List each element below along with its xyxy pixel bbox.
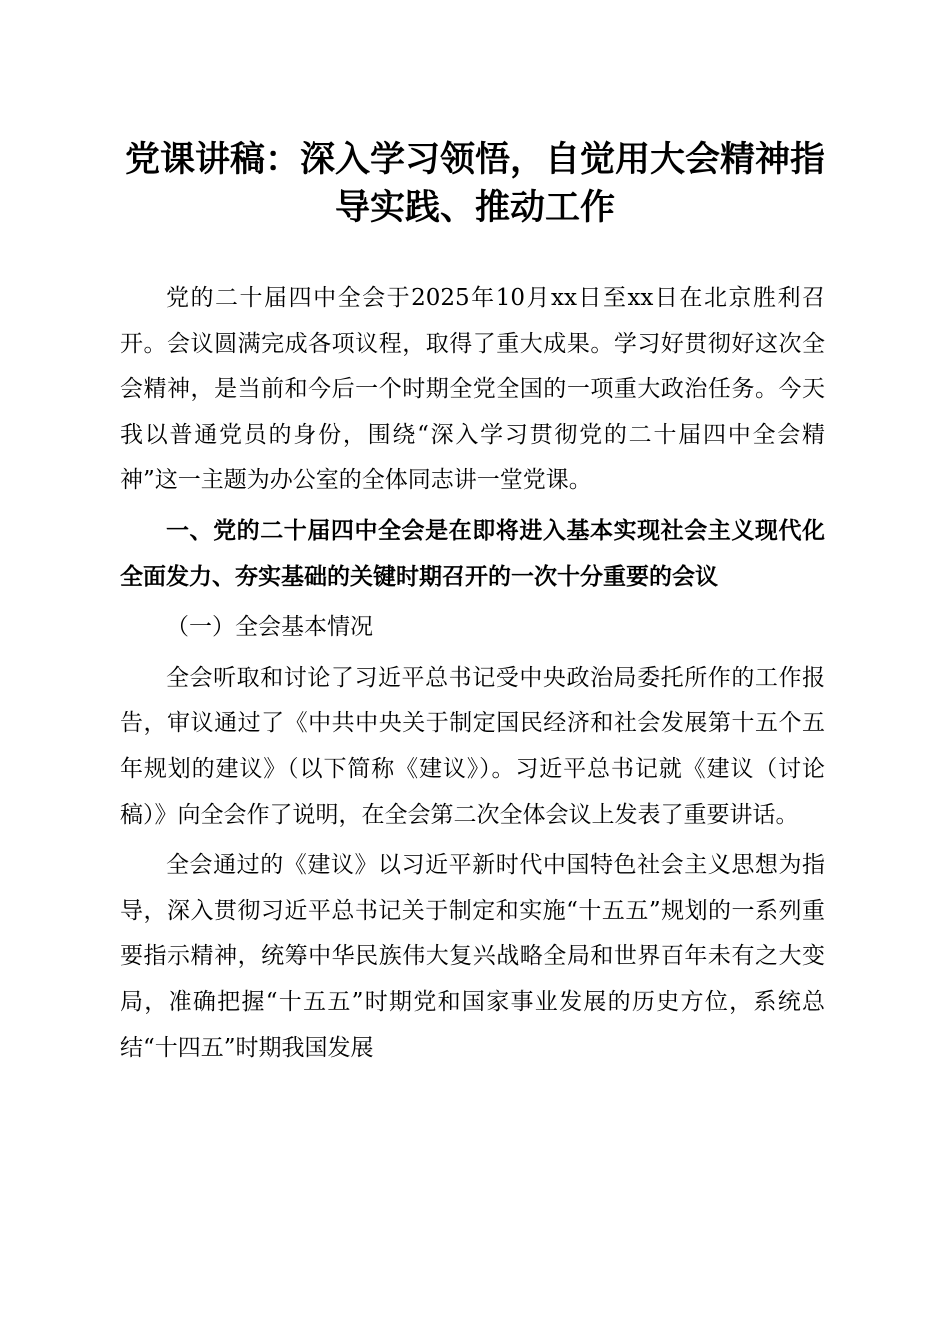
body-paragraph: 全会通过的《建议》以习近平新时代中国特色社会主义思想为指导，深入贯彻习近平总书记关于制定和实施“十五五”规划的一系列重要指示精神，统筹中华民族伟大复兴战略全局和世界百年未有之大变局，准确把握“十五五”时期党和国家事业发展的历史方位，系统总结“十四五”时期我国发展 (120, 852, 825, 1061)
intro-paragraph: 党的二十届四中全会于2025年10月xx日至xx日在北京胜利召开。会议圆满完成各项议程，取得了重大成果。学习好贯彻好这次全会精神，是当前和今后一个时期全党全国的一项重大政治任务。今天我以普通党员的身份，围绕“深入学习贯彻党的二十届四中全会精神”这一主题为办公室的全体同志讲一堂党课。 (120, 285, 825, 494)
document-body (120, 276, 825, 1071)
section-heading-1: 一、党的二十届四中全会是在即将进入基本实现社会主义现代化全面发力、夯实基础的关键时期召开的一次十分重要的会议 (120, 517, 825, 590)
body-paragraph: 全会听取和讨论了习近平总书记受中央政治局委托所作的工作报告，审议通过了《中共中央关于制定国民经济和社会发展第十五个五年规划的建议》（以下简称《建议》）。习近平总书记就《建议（讨论稿）》向全会作了说明，在全会第二次全体会议上发表了重要讲话。 (120, 664, 825, 828)
subsection-heading-1: （一）全会基本情况 (166, 614, 373, 641)
document-title: 党课讲稿：深入学习领悟，自觉用大会精神指导实践、推动工作 (124, 139, 825, 228)
